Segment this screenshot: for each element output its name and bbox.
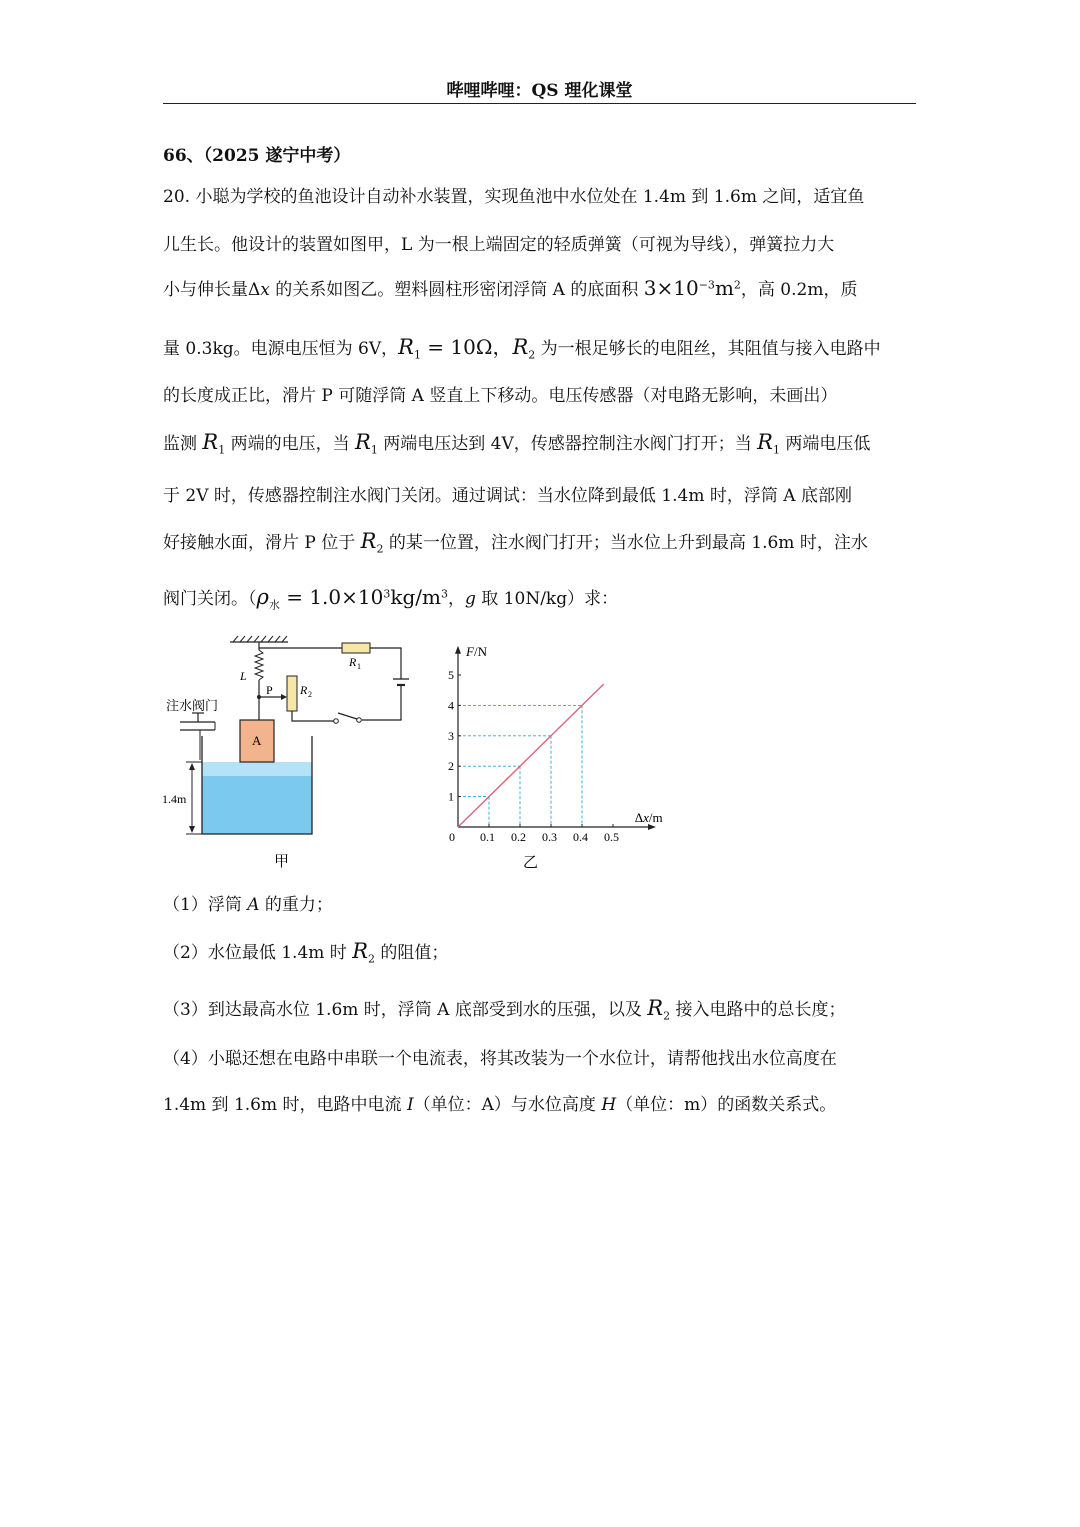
depth-arrow-down <box>189 826 195 833</box>
text: 小与伸长量 <box>163 280 248 300</box>
question-3 <box>163 995 846 1022</box>
y-axis-arrow <box>455 646 461 654</box>
var-R: R <box>757 430 773 454</box>
text: 的重力； <box>259 895 333 915</box>
label-A: A <box>252 733 262 748</box>
var-R: R <box>202 430 219 454</box>
page-header: 哔哩哔哩：QS 理化课堂 <box>446 81 633 101</box>
density-unit: kg/m <box>390 585 441 609</box>
text: （单位：m）的函数关系式。 <box>616 1095 837 1115</box>
header-rule <box>163 103 916 104</box>
var-H: H <box>601 1095 617 1115</box>
text: 两端的电压，当 <box>225 434 356 454</box>
var-A: A <box>247 895 260 915</box>
switch-lever <box>338 713 357 719</box>
origin-label: 0 <box>449 830 455 844</box>
sub: 2 <box>368 952 375 966</box>
body-line-8 <box>163 528 868 555</box>
body-line-3 <box>163 275 857 300</box>
text: （2）水位最低 1.4m 时 <box>163 943 353 963</box>
var-R: R <box>512 335 529 359</box>
text: 阀门关闭。（ <box>163 589 257 609</box>
r2-resistor <box>287 676 297 711</box>
spring-coil <box>255 650 263 680</box>
body-line-6 <box>163 429 870 456</box>
x-tick-label: 0.5 <box>604 830 619 844</box>
wire-bottom <box>292 711 334 721</box>
wire-right <box>362 685 401 720</box>
depth-arrow-up <box>189 763 195 770</box>
text: 量 0.3kg。电源电压恒为 6V， <box>163 339 399 359</box>
body-line-1: 20. 小聪为学校的鱼池设计自动补水装置，实现鱼池中水位处在 1.4m 到 1.6m 之间，适宜鱼 <box>163 187 865 207</box>
exp: 3 <box>440 587 448 601</box>
text: （1）浮筒 <box>163 895 248 915</box>
label-R1: R <box>349 655 357 669</box>
x-tick-label: 0.4 <box>573 830 588 844</box>
sub: 1 <box>370 443 378 457</box>
sub: 2 <box>376 542 384 556</box>
r1-resistor <box>342 643 370 653</box>
label-L: L <box>240 669 247 683</box>
text: 接入电路中的总长度； <box>670 1000 846 1020</box>
y-axis-var: F <box>466 643 474 659</box>
label-valve: 注水阀门 <box>166 698 219 713</box>
exp: −3 <box>698 278 715 292</box>
x-axis-var: x <box>643 810 649 825</box>
body-line-4 <box>163 331 881 361</box>
sub: 1 <box>218 443 226 457</box>
text: （单位：A）与水位高度 <box>413 1095 602 1115</box>
delta-symbol: Δ <box>248 280 261 300</box>
sub: 1 <box>413 348 421 362</box>
water-surface <box>202 762 312 776</box>
y-tick-label: 4 <box>448 698 454 713</box>
sub: 2 <box>663 1009 671 1023</box>
text: 好接触水面，滑片 P 位于 <box>163 533 361 553</box>
x-tick-label: 0.2 <box>511 830 526 844</box>
wire-top-right <box>370 648 401 679</box>
var-g: g <box>464 589 476 609</box>
exp: 2 <box>733 278 741 292</box>
y-tick-label: 1 <box>448 789 454 804</box>
text: 的某一位置，注水阀门打开；当水位上升到最高 1.6m 时，注水 <box>383 533 868 553</box>
text: ， <box>447 589 465 609</box>
body-line-5: 的长度成正比，滑片 P 可随浮筒 A 竖直上下移动。电压传感器（对电路无影响，未画出） <box>163 386 838 406</box>
body-line-9 <box>163 584 618 612</box>
y-axis-label <box>465 644 488 659</box>
area-unit: m <box>714 276 734 300</box>
x-axis-unit: /m <box>648 810 663 825</box>
text: （3）到达最高水位 1.6m 时，浮筒 A 底部受到水的压强，以及 <box>163 1000 648 1020</box>
slider-arrow-head <box>281 694 287 700</box>
label-P: P <box>266 683 273 697</box>
text: ，高 0.2m，质 <box>740 280 858 300</box>
sub: 1 <box>772 443 780 457</box>
label-R2-sub: 2 <box>308 690 312 699</box>
y-axis-unit: /N <box>473 643 487 659</box>
var-rho: ρ <box>256 585 269 609</box>
x-tick-label: 0.3 <box>542 830 557 844</box>
text: 为一根足够长的电阻丝，其阻值与接入电路中 <box>535 339 881 359</box>
var-R: R <box>398 335 414 359</box>
y-tick-label: 5 <box>448 668 454 682</box>
body-line-7: 于 2V 时，传感器控制注水阀门关闭。通过调试：当水位降到最低 1.4m 时，浮筒 A 底部刚 <box>163 486 852 506</box>
chart-caption: 乙 <box>523 855 539 871</box>
y-tick-label: 3 <box>448 728 454 743</box>
density-value: = 1.0×10 <box>279 585 384 609</box>
label-R1-sub: 1 <box>357 662 361 671</box>
var-x: x <box>260 280 270 300</box>
var-R: R <box>355 430 371 454</box>
caption-jia: 甲 <box>274 854 290 870</box>
sub: 2 <box>528 348 536 362</box>
text: 两端电压达到 4V，传感器控制注水阀门打开；当 <box>377 434 758 454</box>
ceiling-hatch <box>233 636 287 642</box>
x-axis-label <box>635 810 663 825</box>
text: 的阻值； <box>375 943 449 963</box>
switch-contact <box>357 718 362 723</box>
question-4-line-1: （4）小聪还想在电路中串联一个电流表，将其改装为一个水位计，请帮他找出水位高度在 <box>163 1049 837 1069</box>
var-R: R <box>360 529 377 553</box>
figure-jia <box>160 628 420 876</box>
body-line-2: 儿生长。他设计的装置如图甲，L 为一根上端固定的轻质弹簧（可视为导线），弹簧拉力大 <box>163 235 835 255</box>
question-4-line-2 <box>163 1090 836 1115</box>
var-R: R <box>352 939 368 963</box>
switch-contact <box>334 719 339 724</box>
x-axis-prefix: Δ <box>634 810 644 825</box>
var-I: I <box>406 1095 414 1115</box>
sub: 水 <box>268 598 280 612</box>
r1-value: = 10Ω， <box>420 335 513 359</box>
figure-yi-chart <box>440 630 680 876</box>
text: 监测 <box>163 434 203 454</box>
text: 1.4m 到 1.6m 时，电路中电流 <box>163 1095 407 1115</box>
var-R: R <box>647 996 664 1020</box>
question-tag: 66、（2025 遂宁中考） <box>163 146 351 166</box>
exp: 3 <box>383 587 391 601</box>
y-tick-label: 2 <box>448 759 454 774</box>
label-R2: R <box>300 683 308 697</box>
label-depth: 1.4m <box>162 792 187 806</box>
text: 两端电压低 <box>779 434 871 454</box>
text: 的关系如图乙。塑料圆柱形密闭浮筒 A 的底面积 <box>269 280 644 300</box>
area-value: 3×10 <box>643 276 699 300</box>
text: 取 10N/kg）求： <box>475 589 619 609</box>
question-1 <box>163 890 333 915</box>
question-2 <box>163 938 448 965</box>
x-tick-label: 0.1 <box>480 830 495 844</box>
